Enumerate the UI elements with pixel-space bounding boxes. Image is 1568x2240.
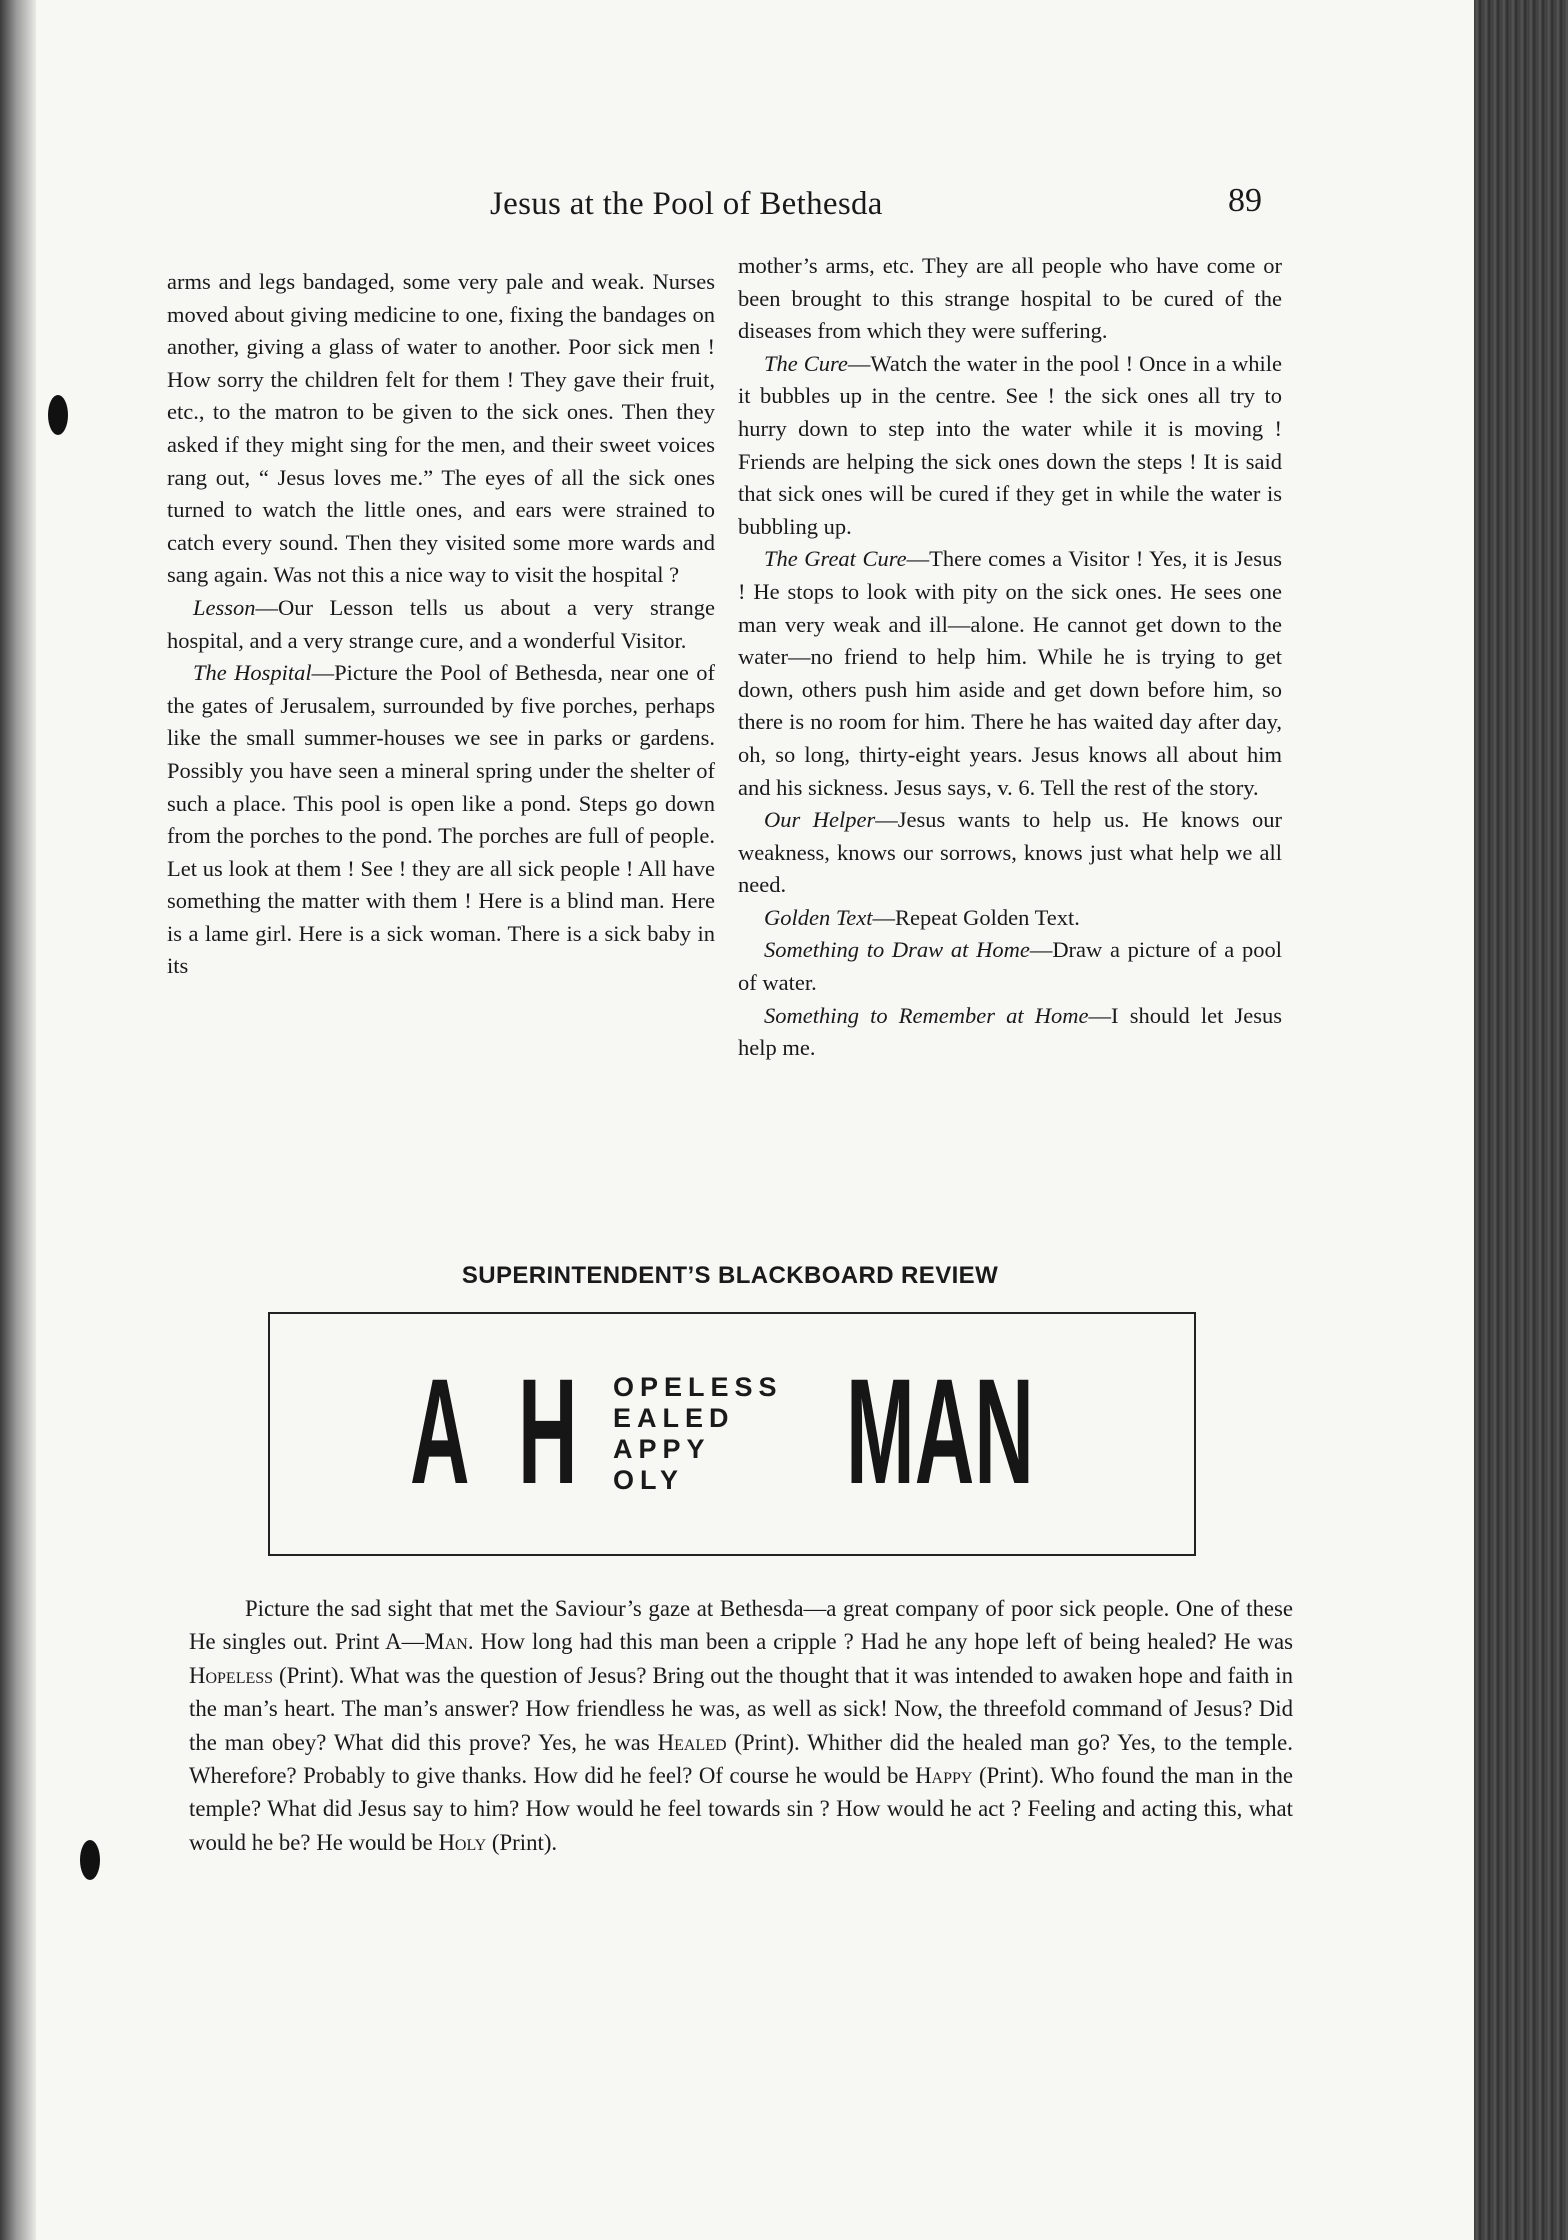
right-paragraph	[738, 934, 1282, 999]
section-text: —I should let Jesus help me.	[738, 1002, 1282, 1061]
page-number: 89	[1228, 182, 1262, 219]
section-text: —Jesus wants to help us. He knows our weakness, knows our sorrows, knows just what help we all need.	[738, 807, 1283, 898]
section-label: The Hospital	[193, 660, 312, 686]
blackboard-word: OPELESS	[613, 1372, 783, 1402]
review-keyword: Holy	[438, 1829, 487, 1855]
running-title: Jesus at the Pool of Bethesda	[490, 186, 883, 222]
blackboard-word-stack	[613, 1372, 783, 1496]
review-sentence: Picture the sad sight that met the Saviour’s gaze at Bethesda—a great company of poor sick people. One of these He singles out. Print A—	[189, 1596, 1293, 1655]
review-keyword: Man	[424, 1629, 468, 1655]
right-paragraph	[738, 1000, 1282, 1065]
section-label: Something to Draw at Home	[764, 937, 1030, 963]
section-label: Something to Remember at Home	[764, 1002, 1089, 1028]
section-text: —Our Lesson tells us about a very strange hospital, and a very strange cure, and a wonderful Visitor.	[167, 594, 715, 653]
review-sentence: . How long had this man been a cripple ? Had he any hope left of being healed? He was	[467, 1629, 1293, 1655]
binding-hole-top	[48, 395, 68, 435]
blackboard-letter-a: A	[410, 1347, 470, 1515]
review-paragraph	[189, 1592, 1293, 1859]
section-label: Lesson	[193, 594, 256, 620]
blackboard-heading: SUPERINTENDENT’S BLACKBOARD REVIEW	[461, 1262, 999, 1289]
right-paragraph	[738, 543, 1282, 804]
review-sentence: (Print). What was the question of Jesus? Bring out the thought that it was intended to awaken hope and faith in the man’s heart. The man’s answer? How friendless he was, as well as sick! Now, the threefold command of Jesus? Did the man obey? What did this prove? Yes, he was	[189, 1662, 1293, 1755]
blackboard-word-man: MAN	[846, 1347, 1034, 1515]
blackboard-letter-h: H	[518, 1347, 578, 1515]
review-text	[189, 1592, 1293, 1859]
page-header	[0, 178, 1568, 238]
review-sentence: (Print). Who found the man in the temple? What did Jesus say to him? How would he feel towards sin ? How would he act ? Feeling and acting this, what would he be? He would be	[189, 1763, 1293, 1855]
left-paragraph: arms and legs bandaged, some very pale and weak. Nurses moved about giving medicine to one, fixing the bandages on another, giving a glass of water to another. Poor sick men ! How sorry the children felt for them ! They gave their fruit, etc., to the matron to be given to the sick ones. Then they asked if they might sing for the men, and their sweet voices rang out, “ Jesus loves me.” The eyes of all the sick ones turned to watch the little ones, and ears were strained to catch every sound. Then they visited some more wards and sang again. Was not this a nice way to visit the hospital ?	[167, 269, 715, 588]
review-keyword: Healed	[657, 1729, 727, 1755]
review-sentence: (Print).	[486, 1829, 558, 1855]
review-keyword: Happy	[915, 1763, 973, 1789]
section-label: Golden Text	[764, 904, 873, 930]
section-label: Our Helper	[764, 807, 876, 833]
section-text: —Watch the water in the pool ! Once in a while it bubbles up in the centre. See ! the sick ones all try to hurry down to step into the water while it is moving ! Friends are helping the sick ones down the steps ! It is said that sick ones will be cured if they get in while the water is bubbling up.	[738, 350, 1283, 539]
binding-shadow	[0, 0, 36, 2240]
review-sentence: (Print). Whither did the healed man go? Yes, to the temple. Wherefore? Probably to give thanks. How did he feel? Of course he would be	[189, 1729, 1293, 1789]
left-paragraph	[167, 592, 715, 657]
blackboard-word: OLY	[613, 1465, 685, 1495]
section-text: —Picture the Pool of Bethesda, near one of the gates of Jerusalem, surrounded by five porches, perhaps like the small summer-houses we see in parks or gardens. Possibly you have seen a mineral spring under the shelter of such a place. This pool is open like a pond. Steps go down from the porches to the pond. The porches are full of people. Let us look at them ! See ! they are all sick people ! All have something the matter with them ! Here is a blind man. Here is a lame girl. Here is a sick woman. There is a sick baby in its	[167, 660, 715, 979]
review-keyword: Hopeless	[189, 1662, 274, 1688]
section-label: The Cure	[764, 350, 848, 376]
blackboard-box	[268, 1312, 1196, 1556]
section-label: The Great Cure	[764, 546, 907, 572]
blackboard-word: APPY	[613, 1434, 711, 1464]
right-column	[738, 250, 1282, 1065]
binding-hole-bottom	[80, 1840, 100, 1880]
right-paragraph	[738, 804, 1282, 902]
blackboard-word: EALED	[613, 1403, 735, 1433]
section-text: —There comes a Visitor ! Yes, it is Jesus ! He stops to look with pity on the sick ones. He sees one man very weak and ill—alone. He cannot get down to the water—no friend to help him. While he is trying to get down, others push him aside and get down before him, so there is no room for him. There he has waited day after day, oh, so long, thirty-eight years. Jesus knows all about him and his sickness. Jesus says, v. 6. Tell the rest of the story.	[738, 546, 1282, 800]
page-stack-edge	[1474, 0, 1568, 2240]
left-column	[167, 266, 715, 983]
left-paragraph	[167, 657, 715, 983]
section-text: —Repeat Golden Text.	[872, 904, 1080, 930]
section-text: —Draw a picture of a pool of water.	[738, 937, 1282, 996]
right-paragraph: mother’s arms, etc. They are all people who have come or been brought to this strange hospital to be cured of the diseases from which they were suffering.	[738, 253, 1282, 344]
right-paragraph	[738, 902, 1282, 935]
right-paragraph	[738, 348, 1282, 544]
